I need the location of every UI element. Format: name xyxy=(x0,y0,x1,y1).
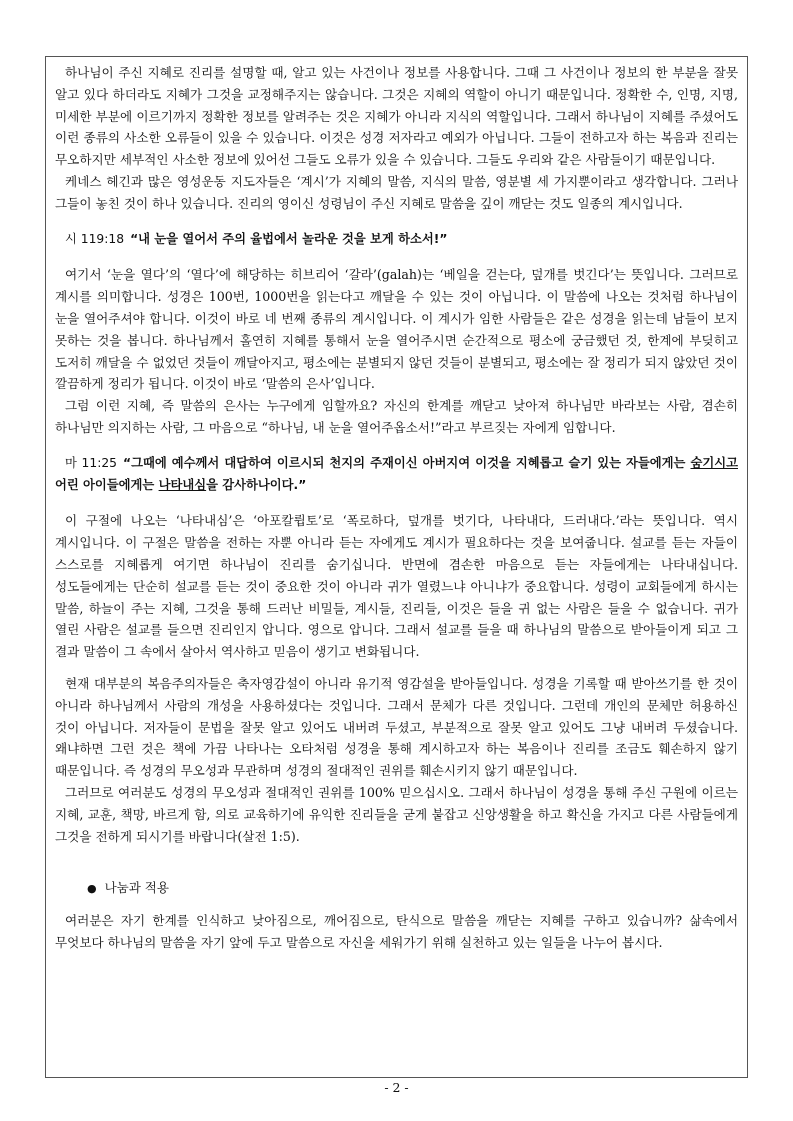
verse-underlined-word: 숨기시고 xyxy=(690,455,738,470)
paragraph-1: 하나님이 주신 지혜로 진리를 설명할 때, 알고 있는 사건이나 정보를 사용합니다. 그때 그 사건이나 정보의 한 부분을 잘못 알고 있다 하더라도 지혜가 그것을 교정해주지는 않습니다. 그것은 지혜의 역할이 아니기 때문입니다. 정확한 수, 인명, 지명, 미세한 부분에 이르기까지 정확한 정보를 알려주는 것은 지혜가 아니라 지식의 역할입니다. 그래서 하나님이 지혜를 주셨어도 이런 종류의 사소한 오류들이 있을 수 있습니다. 이것은 성경 저자라고 예외가 아닙니다. 그들이 전하고자 하는 복음과 진리는 무오하지만 세부적인 사소한 정보에 있어선 그들도 오류가 있을 수 있습니다. 그들도 우리와 같은 사람들이기 때문입니다. xyxy=(55,65,738,168)
verse-text-part: “그때에 예수께서 대답하여 이르시되 천지의 주재이신 아버지여 이것을 지혜롭고 슬기 있는 자들에게는 xyxy=(123,455,691,470)
paragraph-3: 여기서 ‘눈을 열다’의 ‘열다’에 해당하는 히브리어 ‘갈라’(galah)는 ‘베일을 걷는다, 덮개를 벗긴다’는 뜻입니다. 그러므로 계시를 의미합니다. 성경은 100번, 1000번을 읽는다고 깨달을 수 있는 것이 아닙니다. 이 말씀에 나오는 것처럼 하나님이 눈을 열어주셔야 합니다. 이것이 바로 네 번째 종류의 계시입니다. 이 계시가 임한 사람들은 같은 성경을 읽는데 남들이 보지 못하는 것을 봅니다. 하나님께서 홀연히 지혜를 통해서 눈을 열어주시면 순간적으로 평소에 궁금했던 것, 한계에 부딪히고 도저히 깨달을 수 없었던 것들이 깨달아지고, 평소에는 분별되지 않던 것들이 분별되고, 평소에는 잘 정리가 되지 않았던 것이 깔끔하게 정리가 됩니다. 이것이 바로 ‘말씀의 은사’입니다. xyxy=(55,267,738,392)
section-title: 나눔과 적용 xyxy=(104,880,169,896)
verse-text-part: 어린 아이들에게는 xyxy=(55,477,159,492)
paragraph-4: 그럼 이런 지혜, 즉 말씀의 은사는 누구에게 임할까요? 자신의 한계를 깨닫고 낮아져 하나님만 바라보는 사람, 겸손히 하나님만 의지하는 사람, 그 마음으로 “하나님, 내 눈을 열어주옵소서!”라고 부르짖는 자에게 임합니다. xyxy=(55,398,738,435)
paragraph-7: 그러므로 여러분도 성경의 무오성과 절대적인 권위를 100% 믿으십시오. 그래서 하나님이 성경을 통해 주신 구원에 이르는 지혜, 교훈, 책망, 바르게 함, 의로 교육하기에 유익한 진리들을 굳게 붙잡고 신앙생활을 하고 확신을 가지고 다른 사람들에게 그것을 전하게 되시기를 바랍니다(살전 1:5). xyxy=(55,784,738,844)
verse-reference: 마 11:25 xyxy=(65,455,117,470)
verse-underlined-word: 나타내심 xyxy=(158,477,207,492)
section-heading xyxy=(55,877,738,900)
verse-reference: 시 119:18 xyxy=(65,231,125,246)
verse-text: “내 눈을 열어서 주의 율법에서 놀라운 것을 보게 하소서!” xyxy=(130,231,448,246)
verse-text-part: 을 감사하나이다.” xyxy=(206,477,307,492)
paragraph-5: 이 구절에 나오는 ‘나타내심’은 ‘아포칼륍토’로 ‘폭로하다, 덮개를 벗기다, 나타내다, 드러내다.’라는 뜻입니다. 역시 계시입니다. 이 구절은 말씀을 전하는 자뿐 아니라 듣는 자에게도 계시가 필요하다는 것을 보여줍니다. 설교를 듣는 자들이 스스로를 지혜롭게 여기면 하나님이 진리를 숨기십니다. 반면에 겸손한 마음으로 듣는 자들에게는 나타내십니다. 성도들에게는 단순히 설교를 듣는 것이 중요한 것이 아니라 귀가 열렸느냐 아니냐가 중요합니다. 성령이 교회들에게 하시는 말씀, 하늘이 주는 지혜, 그것을 통해 드러난 비밀들, 계시들, 진리들, 이것은 들을 귀 없는 사람은 들을 수 없습니다. 귀가 열린 사람은 설교를 들으면 진리인지 압니다. 영으로 압니다. 그래서 설교를 들을 때 하나님의 말씀으로 받아들이게 되고 그 결과 말씀이 그 속에서 살아서 역사하고 믿음이 생기고 변화됩니다. xyxy=(55,513,738,660)
page-number: - 2 - xyxy=(384,1080,409,1095)
verse-psalm-119-18 xyxy=(55,229,738,251)
bullet-icon: ● xyxy=(87,882,97,896)
verse-matthew-11-25 xyxy=(55,453,738,497)
document-body xyxy=(55,62,738,954)
paragraph-8: 여러분은 자기 한계를 인식하고 낮아짐으로, 깨어짐으로, 탄식으로 말씀을 깨닫는 지혜를 구하고 있습니까? 삶속에서 무엇보다 하나님의 말씀을 자기 앞에 두고 말씀으로 자신을 세워가기 위해 실천하고 있는 일들을 나누어 봅시다. xyxy=(55,913,738,950)
paragraph-2: 케네스 헤긴과 많은 영성운동 지도자들은 ‘계시’가 지혜의 말씀, 지식의 말씀, 영분별 세 가지뿐이라고 생각합니다. 그러나 그들이 놓친 것이 하나 있습니다. 진리의 영이신 성령님이 주신 지혜로 말씀을 깊이 깨닫는 것도 일종의 계시입니다. xyxy=(55,173,738,211)
paragraph-6: 현재 대부분의 복음주의자들은 축자영감설이 아니라 유기적 영감설을 받아들입니다. 성경을 기록할 때 받아쓰기를 한 것이 아니라 하나님께서 사람의 개성을 사용하셨다는 것입니다. 그래서 문체가 다른 것입니다. 그런데 개인의 문체만 허용하신 것이 아닙니다. 저자들이 문법을 잘못 알고 있어도 내버려 두셨고, 부분적으로 잘못 알고 있어도 그냥 내버려 두셨습니다. 왜냐하면 그런 것은 책에 가끔 나타나는 오타처럼 성경을 통해 계시하고자 하는 복음이나 진리를 조금도 훼손하지 않기 때문입니다. 즉 성경의 무오성과 무관하며 성경의 절대적인 권위를 훼손시키지 않기 때문입니다. xyxy=(55,675,738,779)
